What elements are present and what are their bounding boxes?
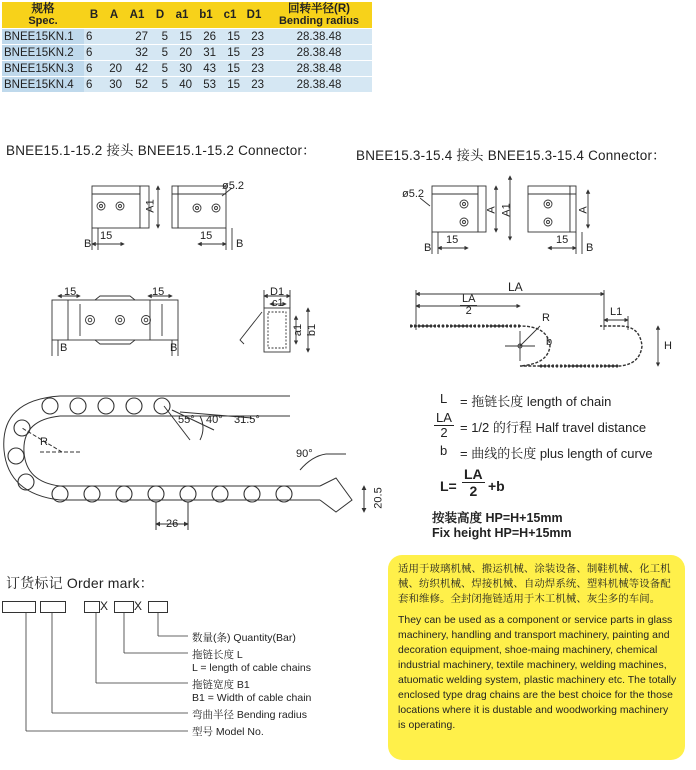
- connector-right-title: BNEE15.3-15.4 接头 BNEE15.3-15.4 Connector：: [356, 148, 666, 163]
- order-model-no: 型号 Model No.: [192, 726, 264, 738]
- label-A1-right: A1: [500, 203, 513, 217]
- order-box-model: [2, 601, 36, 613]
- table-cell-R: 28.38.48: [266, 61, 372, 77]
- radius-header-en: Bending radius: [278, 15, 360, 27]
- table-cell-a1: 30: [170, 61, 194, 77]
- order-mark-tree: [26, 611, 188, 731]
- label-R-travel: R: [542, 312, 550, 324]
- formula-left: L=: [440, 478, 457, 494]
- order-quantity: 数量(条) Quantity(Bar): [192, 632, 296, 644]
- col-b1: b1: [194, 2, 218, 29]
- table-cell-D1: 23: [242, 61, 266, 77]
- label-15-right2: 15: [556, 234, 569, 246]
- spec-header-cn: 规格: [31, 3, 55, 15]
- label-LA-half-den: 2: [465, 305, 472, 317]
- col-c1: c1: [218, 2, 242, 29]
- col-D1: D1: [242, 2, 266, 29]
- table-cell-D: 5: [150, 29, 170, 45]
- label-15-left: 15: [100, 230, 113, 242]
- table-cell-D1: 23: [242, 45, 266, 61]
- label-A-right: A: [485, 206, 498, 214]
- table-cell-R: 28.38.48: [266, 45, 372, 61]
- install-height-cn: 按装高度 HP=H+15mm: [432, 511, 563, 525]
- label-15-top2: 15: [152, 286, 165, 298]
- label-205: 20.5: [372, 487, 385, 509]
- formula-right: +b: [488, 478, 505, 494]
- order-box-radius: [40, 601, 66, 613]
- legend-LA-desc: = 1/2 的行程 Half travel distance: [460, 420, 647, 435]
- label-15-top1: 15: [64, 286, 77, 298]
- order-x2: X: [134, 599, 143, 613]
- table-cell-spec: BNEE15KN.4: [2, 77, 84, 93]
- table-cell-b1: 53: [194, 77, 218, 93]
- order-box-length: [114, 601, 134, 613]
- table-cell-B: 6: [84, 29, 104, 45]
- table-cell-D: 5: [150, 45, 170, 61]
- table-cell-B: 6: [84, 77, 104, 93]
- chain-top-view-drawing: [52, 296, 178, 356]
- label-c1: c1: [272, 297, 284, 309]
- label-LA-half-num: LA: [462, 293, 476, 305]
- table-cell-spec: BNEE15KN.2: [2, 45, 84, 61]
- table-cell-B: 6: [84, 61, 104, 77]
- formula-num: LA: [464, 466, 483, 482]
- label-b-travel: b: [546, 336, 553, 348]
- legend-LA-frac: [434, 411, 454, 440]
- order-chain-width-en: B1 = Width of cable chain: [192, 692, 312, 704]
- label-phi52-left: ø5.2: [222, 180, 245, 192]
- order-chain-length-cn: 拖链长度 L: [192, 649, 243, 661]
- application-box: [388, 555, 685, 760]
- table-cell-c1: 15: [218, 45, 242, 61]
- order-mark-title: 订货标记 Order mark：: [6, 575, 154, 591]
- table-cell-b1: 43: [194, 61, 218, 77]
- label-phi52-right: ø5.2: [402, 188, 425, 200]
- table-cell-D1: 23: [242, 29, 266, 45]
- label-26: 26: [166, 518, 179, 530]
- connector-left-title: BNEE15.1-15.2 接头 BNEE15.1-15.2 Connector：: [6, 143, 316, 158]
- legend-b-sym: b: [440, 443, 448, 458]
- label-A1-left: A1: [144, 199, 157, 213]
- connector-right-front-drawing: [420, 176, 510, 254]
- label-55deg: 55°: [178, 414, 195, 426]
- table-cell-D1: 23: [242, 77, 266, 93]
- application-en: They can be used as a component or service parts in glass machinery, handling and transport machinery, painting and decoration equipment, shoe-maing machinery, chemical industrial machinery, textile machinery, welding machines, atuomatic welding system, plastic machinery etc. The totally enclosed type drag chains are the best choice for the those locations where it is dustable and woodworking machinery is operating.: [398, 615, 677, 731]
- label-B-left2: B: [236, 238, 244, 250]
- label-15-left2: 15: [200, 230, 213, 242]
- legend-L-desc: = 拖链长度 length of chain: [460, 394, 612, 409]
- travel-diagram-drawing: [410, 290, 658, 366]
- spec-header-en: Spec.: [28, 15, 58, 27]
- label-b1: b1: [306, 323, 319, 337]
- table-cell-b1: 31: [194, 45, 218, 61]
- legend-LA-num: LA: [436, 410, 452, 425]
- table-cell-spec: BNEE15KN.3: [2, 61, 84, 77]
- label-40deg: 40°: [206, 414, 223, 426]
- label-LA-half: [460, 294, 477, 317]
- label-L1: L1: [610, 306, 623, 318]
- order-chain-length-en: L = length of cable chains: [192, 662, 311, 674]
- label-a1: a1: [292, 323, 305, 337]
- order-bending-radius: 弯曲半径 Bending radius: [192, 709, 307, 721]
- order-box-width: [84, 601, 100, 613]
- col-A: A: [104, 2, 124, 29]
- table-cell-c1: 15: [218, 29, 242, 45]
- col-a1: a1: [170, 2, 194, 29]
- table-cell-a1: 40: [170, 77, 194, 93]
- table-cell-D: 5: [150, 77, 170, 93]
- table-cell-A1: 42: [124, 61, 150, 77]
- table-cell-A1: 27: [124, 29, 150, 45]
- legend-L-sym: L: [440, 391, 448, 406]
- table-cell-A1: 52: [124, 77, 150, 93]
- formula-frac: [462, 466, 485, 499]
- table-cell-A: 30: [104, 77, 124, 93]
- col-A1: A1: [124, 2, 150, 29]
- label-90deg: 90°: [296, 448, 313, 460]
- install-height-en: Fix height HP=H+15mm: [432, 526, 572, 540]
- label-B-top2: B: [170, 342, 178, 354]
- table-cell-A1: 32: [124, 45, 150, 61]
- label-R-chain: R: [40, 436, 48, 448]
- table-cell-b1: 26: [194, 29, 218, 45]
- radius-header-cn: 回转半径(R): [288, 3, 350, 15]
- table-cell-A: 20: [104, 61, 124, 77]
- legend-b-desc: = 曲线的长度 plus length of curve: [460, 446, 653, 461]
- table-cell-B: 6: [84, 45, 104, 61]
- application-cn: 适用于玻璃机械、搬运机械、涂装设备、制鞋机械、化工机械、纺织机械、焊接机械、自动焊系统、塑料机械等设备配套和维修。全封闭拖链适用于木工机械、灰尘多的车间。: [398, 564, 671, 605]
- label-315deg: 31.5°: [234, 414, 260, 426]
- label-D1: D1: [270, 286, 285, 298]
- col-B: B: [84, 2, 104, 29]
- formula-den: 2: [469, 483, 478, 499]
- table-cell-c1: 15: [218, 61, 242, 77]
- table-cell-spec: BNEE15KN.1: [2, 29, 84, 45]
- legend-LA-den: 2: [440, 425, 448, 440]
- table-cell-a1: 15: [170, 29, 194, 45]
- label-B-right: B: [424, 242, 432, 254]
- table-cell-a1: 20: [170, 45, 194, 61]
- order-box-quantity: [148, 601, 168, 613]
- label-B-right2: B: [586, 242, 594, 254]
- label-LA: LA: [508, 280, 523, 294]
- label-B-top1: B: [60, 342, 68, 354]
- table-cell-D: 5: [150, 61, 170, 77]
- label-A-right2: A: [577, 206, 590, 214]
- order-x1: X: [100, 599, 109, 613]
- table-cell-R: 28.38.48: [266, 77, 372, 93]
- order-chain-width-cn: 拖链宽度 B1: [192, 679, 250, 691]
- table-cell-R: 28.38.48: [266, 29, 372, 45]
- label-B-left: B: [84, 238, 92, 250]
- label-H: H: [664, 340, 672, 352]
- table-cell-c1: 15: [218, 77, 242, 93]
- col-D: D: [150, 2, 170, 29]
- label-15-right: 15: [446, 234, 459, 246]
